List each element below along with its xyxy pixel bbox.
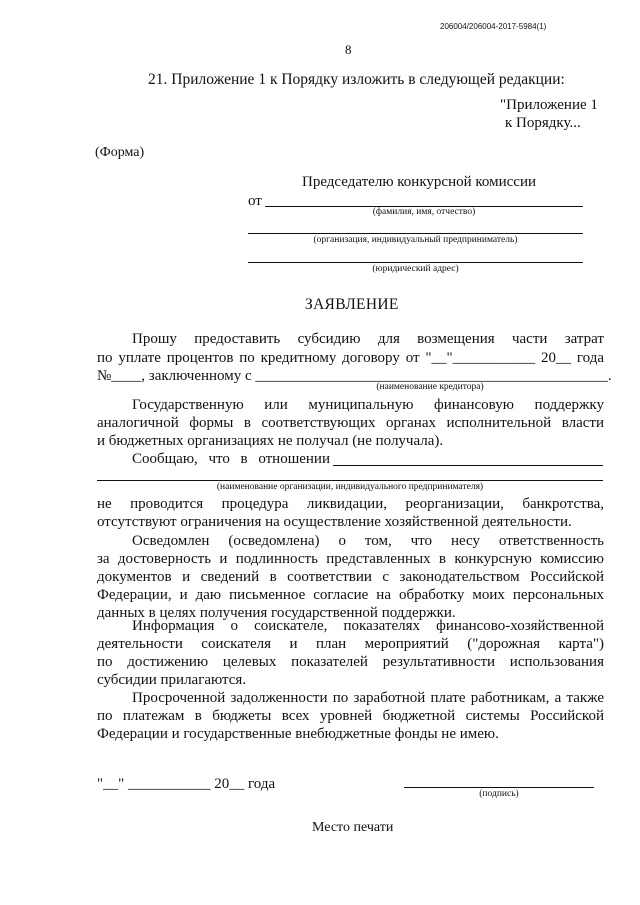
org-caption: (организация, индивидуальный предприниматель) <box>313 235 518 245</box>
body-line-13: Федерации, и даю письменное согласие на обработку моих персональных <box>97 587 604 603</box>
body-line-18: субсидии прилагаются. <box>97 672 247 688</box>
org-name-field-line-2 <box>97 480 603 481</box>
stamp-place: Место печати <box>312 820 394 835</box>
body-line-20: по платежам в бюджеты всех уровней бюджетной системы Российской <box>97 708 604 724</box>
body-line-21: Федерации и государственные внебюджетные фонды не имею. <box>97 726 499 742</box>
body-line-19: Просроченной задолженности по заработной плате работникам, а также <box>132 690 604 706</box>
document-title: ЗАЯВЛЕНИЕ <box>305 296 399 313</box>
body-line-16: деятельности соискателя и план мероприятий ("дорожная карта") <box>97 636 604 652</box>
from-label: от <box>248 193 262 209</box>
body-line-8: не проводится процедура ликвидации, реорганизации, банкротства, <box>97 496 604 512</box>
addressee: Председателю конкурсной комиссии <box>302 174 537 190</box>
address-caption: (юридический адрес) <box>372 264 459 274</box>
body-line-11: за достоверность и подлинность представленных в конкурсную комиссию <box>97 551 604 567</box>
creditor-caption: (наименование кредитора) <box>376 382 484 392</box>
body-line-15: Информация о соискателе, показателях финансово-хозяйственной <box>132 618 604 634</box>
clause-text: 21. Приложение 1 к Порядку изложить в следующей редакции: <box>148 71 565 88</box>
date-line: "__" ___________ 20__ года <box>97 776 276 792</box>
appendix-line-2: к Порядку... <box>505 115 581 131</box>
body-line-4: Государственную или муниципальную финансовую поддержку <box>132 397 604 413</box>
body-line-1: Прошу предоставить субсидию для возмещения части затрат <box>132 331 604 347</box>
body-line-7: Сообщаю, что в отношении <box>132 451 330 467</box>
appendix-line-1: "Приложение 1 <box>500 97 598 113</box>
org-ip-caption: (наименование организации, индивидуального предпринимателя) <box>216 482 484 492</box>
page-number: 8 <box>345 42 352 57</box>
body-line-6: и бюджетных организациях не получал (не получала). <box>97 433 444 449</box>
body-line-2: по уплате процентов по кредитному договору от "__"___________ 20__ года <box>97 350 604 366</box>
body-line-14: данных в целях получения государственной поддержки. <box>97 605 456 621</box>
org-field-line <box>248 233 583 234</box>
body-line-17: по достижению целевых показателей результативности использования <box>97 654 604 670</box>
form-label: (Форма) <box>95 145 145 160</box>
body-line-9: отсутствуют ограничения на осуществление хозяйственной деятельности. <box>97 514 572 530</box>
body-line-10: Осведомлен (осведомлена) о том, что несу ответственность <box>132 533 604 549</box>
signature-line <box>404 787 594 788</box>
signature-caption: (подпись) <box>479 789 519 799</box>
address-field-line <box>248 262 583 263</box>
body-line-5: аналогичной формы в соответствующих органах исполнительной власти <box>97 415 604 431</box>
document-code: 206004/206004-2017-5984(1) <box>440 22 547 31</box>
org-name-field-line-1 <box>333 465 603 466</box>
name-caption: (фамилия, имя, отчество) <box>372 207 476 217</box>
body-line-3: №____, заключенному с _______________________________________________. <box>97 368 612 384</box>
body-line-12: документов и сведений в соответствии с законодательством Российской <box>97 569 604 585</box>
